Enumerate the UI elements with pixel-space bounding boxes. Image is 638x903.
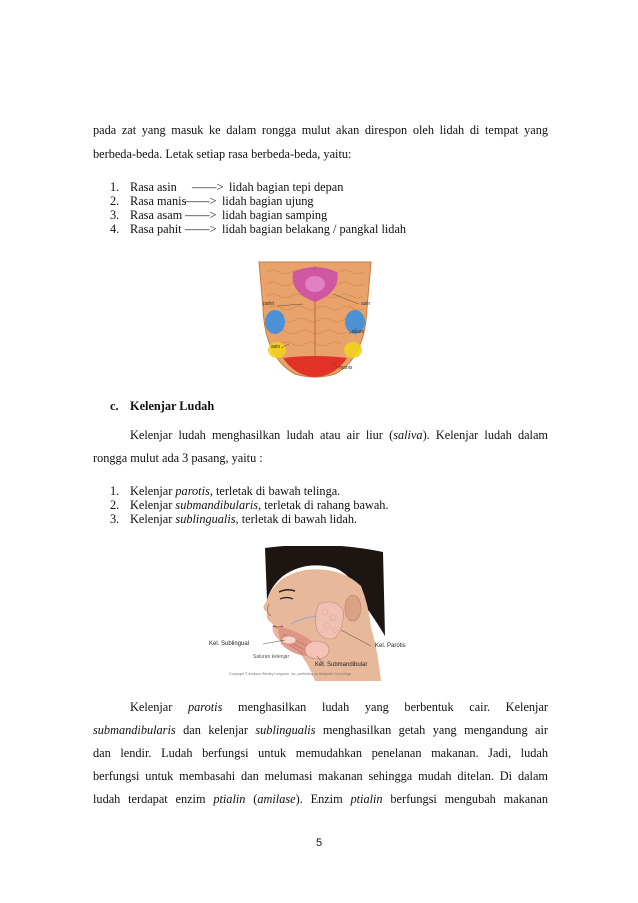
label-sublingual: Kel. Sublingual xyxy=(209,641,250,647)
tongue-diagram xyxy=(255,258,375,378)
closing-line-5: ludah terdapat enzim ptialin (amilase). Enzim ptialin berfungsi mengubah makanan xyxy=(93,792,549,806)
list-item: 1. Rasa asin ——> lidah bagian tepi depan xyxy=(110,180,344,194)
gland-intro-line-2: rongga mulut ada 3 pasang, yaitu : xyxy=(93,451,263,465)
closing-line-2: submandibularis dan kelenjar sublingualis menghasilkan getah yang mengandung air xyxy=(93,723,548,737)
label-manis: manis xyxy=(339,365,353,371)
asam-region-left xyxy=(265,310,285,334)
label-gland-duct: Saluran kelenjar xyxy=(253,654,290,660)
list-item: 4. Rasa pahit ——> lidah bagian belakang / pangkal lidah xyxy=(110,222,407,236)
label-asin-top: asin xyxy=(361,301,371,307)
section-title: Kelenjar Ludah xyxy=(130,399,215,413)
list-item: 3. Kelenjar sublingualis , terletak di bawah lidah. xyxy=(110,512,358,526)
closing-line-4: berfungsi untuk membasahi dan melumasi makanan sehingga mudah ditelan. Di dalam xyxy=(93,769,548,783)
section-letter: c. xyxy=(110,399,119,413)
list-item: 3. Rasa asam ——> lidah bagian samping xyxy=(110,208,328,222)
label-asam: asam xyxy=(352,329,365,335)
gland-intro-line-1: Kelenjar ludah menghasilkan ludah atau air liur (saliva). Kelenjar ludah dalam xyxy=(130,428,548,442)
label-parotis: Kel. Parotis xyxy=(375,643,406,649)
label-asin-left: asin xyxy=(271,344,281,350)
section-heading xyxy=(110,399,214,414)
closing-line-1: Kelenjar parotis menghasilkan ludah yang berbentuk cair. Kelenjar xyxy=(130,700,549,714)
face-illustration xyxy=(205,546,420,681)
taste-list xyxy=(110,180,406,236)
page-number: 5 xyxy=(315,837,323,849)
label-pahit: pahit xyxy=(263,301,274,307)
manis-region xyxy=(283,356,347,377)
label-submandibular: Kel. Submandibular xyxy=(315,662,368,668)
closing-line-3: dan lendir. Ludah berfungsi untuk memudahkan penelanan makanan. Jadi, ludah xyxy=(93,746,548,760)
list-item: 2. Rasa manis ——> lidah bagian ujung xyxy=(110,194,314,208)
ear xyxy=(345,595,361,621)
salivary-gland-figure xyxy=(205,546,420,681)
asin-region-right xyxy=(344,342,362,358)
list-item: 1. Kelenjar parotis , terletak di bawah telinga. xyxy=(110,484,341,498)
intro-line-2: berbeda-beda. Letak setiap rasa berbeda-beda, yaitu: xyxy=(93,147,352,161)
copyright-text: Copyright © Addison Wesley Longman, Inc. publishing as Benjamin Cummings xyxy=(229,672,352,676)
intro-line-1: pada zat yang masuk ke dalam rongga mulut akan direspon oleh lidah di tempat yang xyxy=(93,123,548,137)
list-item: 2. Kelenjar submandibularis , terletak di rahang bawah. xyxy=(110,498,389,512)
gland-list xyxy=(110,484,389,526)
tongue-figure xyxy=(255,258,375,378)
